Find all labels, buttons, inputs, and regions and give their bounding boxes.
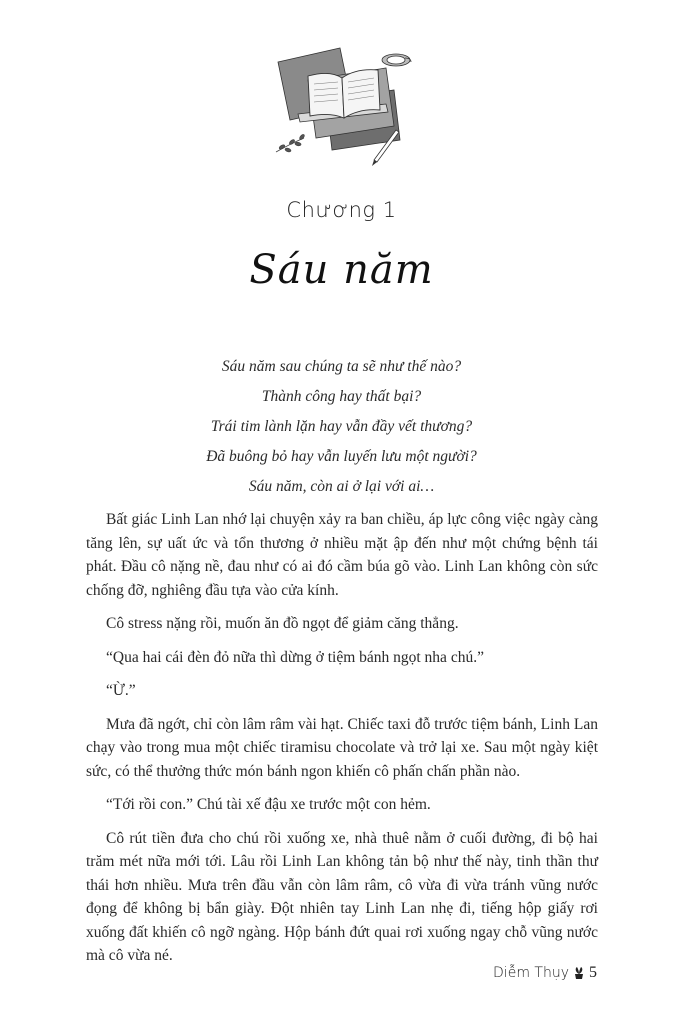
paragraph: Bất giác Linh Lan nhớ lại chuyện xảy ra ban chiều, áp lực công việc ngày càng tăng lên, sự uất ức và tổn thương ở nhiều mặt ập đến như một chứng bệnh tái phát. Đầu cô nặng nề, đau như có ai đó cầm búa gõ vào. Linh Lan không còn sức chống đỡ, nghiêng đầu tựa vào cửa kính. <box>86 511 598 599</box>
page-footer <box>493 964 597 982</box>
books-coffee-illustration-icon <box>268 40 418 170</box>
epigraph-poem <box>100 352 583 502</box>
paragraph: “Ừ.” <box>106 682 136 699</box>
poem-line: Sáu năm, còn ai ở lại với ai… <box>248 478 435 495</box>
poem-line: Trái tim lành lặn hay vẫn đầy vết thương? <box>210 418 473 435</box>
paragraph: Mưa đã ngớt, chỉ còn lâm râm vài hạt. Chiếc taxi đỗ trước tiệm bánh, Linh Lan chạy vào trong mua một chiếc tiramisu chocolate và trở lại xe. Sau một ngày kiệt sức, có thể thưởng thức món bánh ngon khiến cô phấn chấn phần nào. <box>86 715 598 780</box>
chapter-body <box>86 508 598 978</box>
poem-line: Thành công hay thất bại? <box>261 388 422 405</box>
poem-line: Sáu năm sau chúng ta sẽ như thế nào? <box>221 358 462 375</box>
author-name: Diễm Thụy <box>493 965 569 981</box>
page-number: 5 <box>589 964 597 981</box>
chapter-title: Sáu năm <box>249 247 434 293</box>
paragraph: “Qua hai cái đèn đỏ nữa thì dừng ở tiệm bánh ngọt nha chú.” <box>106 648 484 666</box>
paragraph: Cô stress nặng rồi, muốn ăn đồ ngọt để giảm căng thẳng. <box>106 615 459 632</box>
chapter-label: Chương 1 <box>286 198 397 222</box>
paragraph: Cô rút tiền đưa cho chú rồi xuống xe, nhà thuê nằm ở cuối đường, đi bộ hai trăm mét nữa mới tới. Lâu rồi Linh Lan không tản bộ như thế này, tinh thần thư thái hơn nhiều. Mưa trên đầu vẫn còn lâm râm, cô vừa đi vừa tránh vũng nước đọng để không bị bẩn giày. Đột nhiên tay Linh Lan nhẹ đi, tiếng hộp giấy rơi xuống đất khiến cô ngỡ ngàng. Hộp bánh đứt quai rơi xuống ngay chỗ vũng nước mà cô vừa né. <box>86 829 598 964</box>
poem-line: Đã buông bỏ hay vẫn luyến lưu một người? <box>206 448 477 465</box>
flower-pot-icon <box>573 966 585 980</box>
paragraph: “Tới rồi con.” Chú tài xế đậu xe trước một con hẻm. <box>106 796 431 813</box>
